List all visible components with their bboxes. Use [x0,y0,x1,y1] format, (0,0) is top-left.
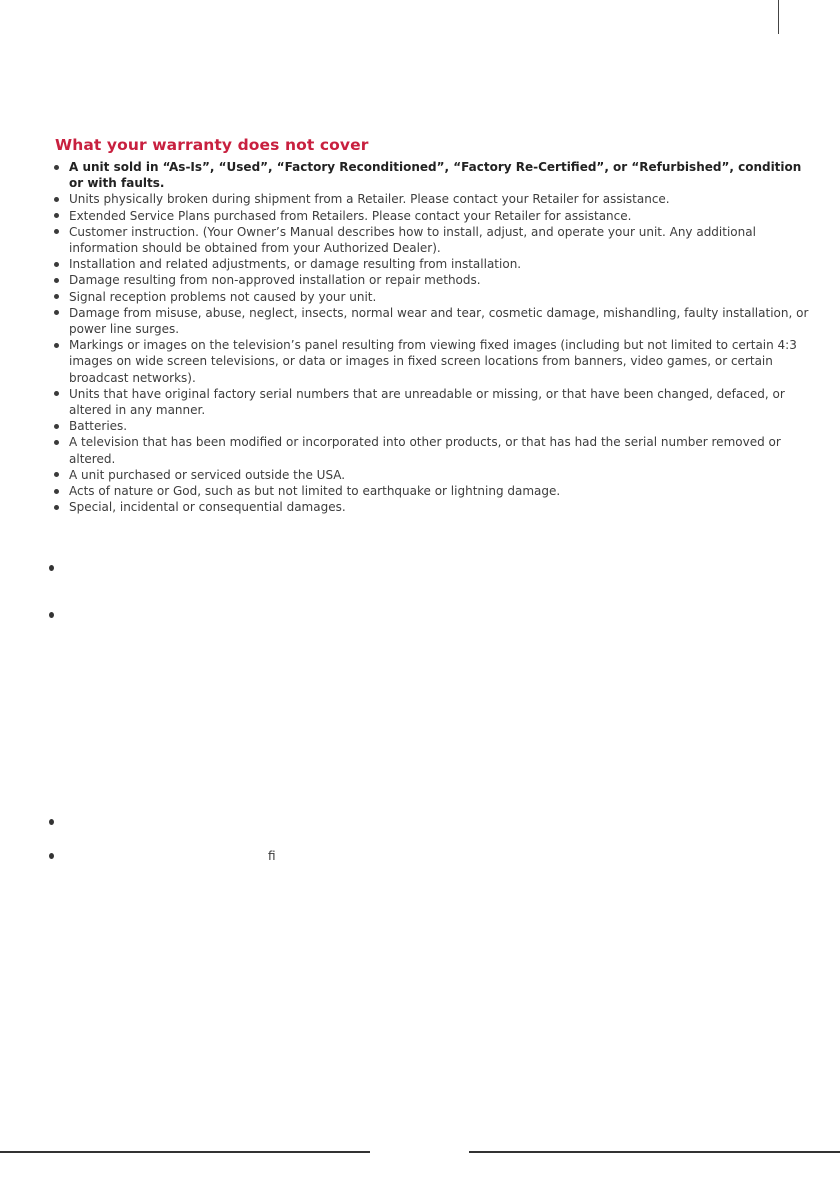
list-item [52,386,812,418]
stray-glyph: fi [268,849,276,863]
list-item [52,272,812,288]
footer-rule-left [0,1151,370,1153]
list-item [52,499,812,515]
list-item-text: Installation and related adjustments, or damage resulting from installation. [69,257,522,272]
footer-rule-right [469,1151,840,1153]
bullet-icon [54,424,59,429]
bullet-icon [54,489,59,494]
list-item [52,256,812,272]
bullet-icon [54,213,59,218]
list-item-text: A television that has been modified or incorporated into other products, or that has had the serial number removed or altered. [69,435,781,466]
list-item-text: Special, incidental or consequential damages. [69,500,346,515]
stray-bullet-icon [49,819,54,825]
list-item [52,467,812,483]
list-item [52,208,812,224]
list-item [52,337,812,386]
list-item-text: Acts of nature or God, such as but not limited to earthquake or lightning damage. [69,484,561,499]
list-item [52,191,812,207]
list-item-text: Signal reception problems not caused by your unit. [69,289,377,304]
crop-mark [778,0,779,34]
list-item-text: Damage from misuse, abuse, neglect, insects, normal wear and tear, cosmetic damage, mishandling, faulty installation, or power line surges. [69,305,809,337]
list-item-text: A unit sold in “As-Is”, “Used”, “Factory Reconditioned”, “Factory Re-Certified”, or “Refurbished”, condition or with faults. [69,160,802,191]
bullet-icon [54,294,59,299]
list-item-text: Units that have original factory serial numbers that are unreadable or missing, or that have been changed, defaced, or altered in any manner. [69,386,785,418]
list-item [52,305,812,337]
list-item-text: Units physically broken during shipment from a Retailer. Please contact your Retailer for assistance. [69,192,670,207]
list-item [52,418,812,434]
bullet-icon [54,440,59,445]
bullet-icon [54,391,59,396]
bullet-icon [54,472,59,477]
stray-bullet-icon [49,853,54,859]
bullet-icon [54,197,59,202]
stray-bullet-icon [49,565,54,571]
list-item [52,159,812,191]
list-item [52,434,812,466]
bullet-icon [54,505,59,510]
bullet-icon [54,278,59,283]
list-item-text: A unit purchased or serviced outside the USA. [69,467,346,482]
section-heading: What your warranty does not cover [55,136,369,154]
list-item [52,483,812,499]
list-item-text: Damage resulting from non-approved installation or repair methods. [69,273,481,288]
list-item-text: Batteries. [69,419,128,434]
bullet-icon [54,343,59,348]
stray-bullet-icon [49,612,54,618]
list-item [52,289,812,305]
bullet-icon [54,310,59,315]
exclusions-list [52,159,812,515]
list-item [52,224,812,256]
bullet-icon [54,262,59,267]
bullet-icon [54,165,59,170]
list-item-text: Extended Service Plans purchased from Retailers. Please contact your Retailer for assistance. [69,208,632,223]
list-item-text: Customer instruction. (Your Owner’s Manual describes how to install, adjust, and operate your unit. Any additional information should be obtained from your Authorized Dealer). [69,224,756,256]
list-item-text: Markings or images on the television’s panel resulting from viewing fixed images (including but not limited to certain 4:3 images on wide screen televisions, or data or images in fixed screen locations from banners, video games, or certain broadcast networks). [69,338,797,385]
bullet-icon [54,229,59,234]
